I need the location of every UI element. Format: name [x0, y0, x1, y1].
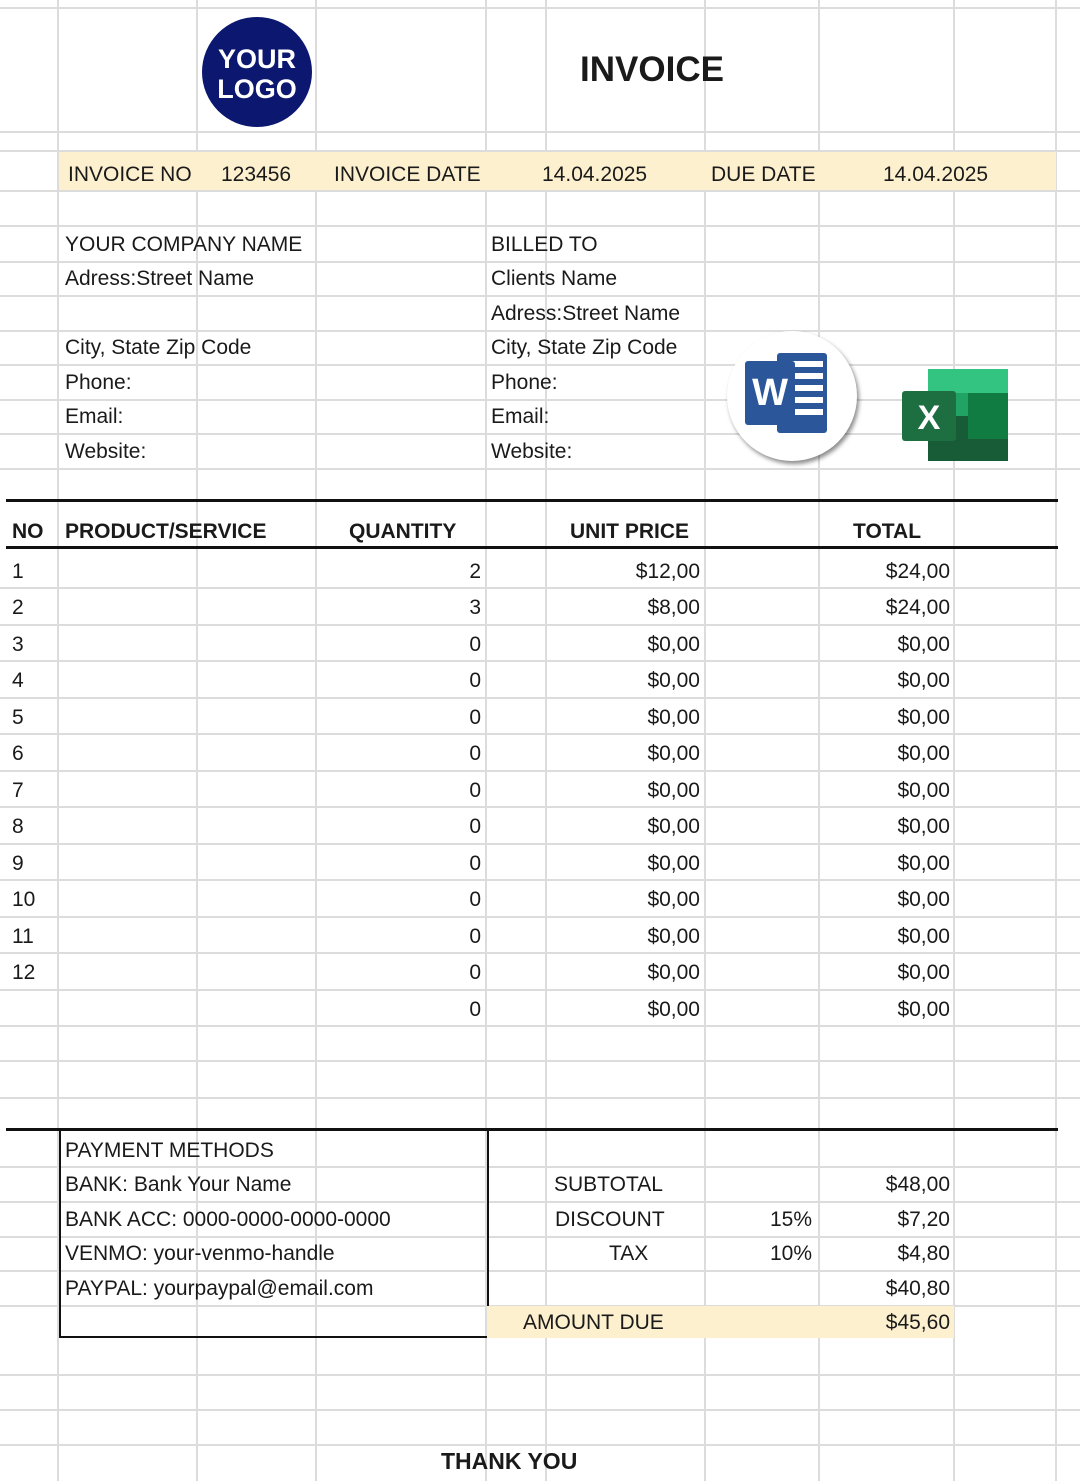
due-date: 14.04.2025: [883, 163, 989, 186]
thank-you: THANK YOU: [441, 1448, 578, 1474]
row-no: 1: [12, 560, 24, 583]
due-date-label: DUE DATE: [711, 163, 816, 186]
word-icon[interactable]: [727, 331, 857, 461]
row-no: 4: [12, 669, 24, 692]
payment-bank: BANK: Bank Your Name: [65, 1173, 292, 1196]
row-qty: 0: [469, 961, 481, 984]
client-name: Clients Name: [491, 267, 618, 290]
invoice-date: 14.04.2025: [542, 163, 648, 186]
row-no: 5: [12, 706, 24, 729]
row-price: $0,00: [647, 815, 700, 838]
row-price: $0,00: [647, 706, 700, 729]
row-price: $0,00: [647, 633, 700, 656]
excel-icon-letter: X: [917, 399, 941, 437]
row-qty: 0: [469, 888, 481, 911]
company-email: Email:: [65, 405, 124, 428]
table-header-rule: [6, 546, 1058, 549]
row-price: $0,00: [647, 669, 700, 692]
excel-icon[interactable]: [902, 369, 1010, 463]
row-no: 3: [12, 633, 24, 656]
row-qty: 0: [469, 998, 481, 1021]
row-total: $0,00: [897, 633, 950, 656]
payment-paypal: PAYPAL: yourpaypal@email.com: [65, 1277, 374, 1300]
row-total: $24,00: [885, 596, 950, 619]
invoice-no: 123456: [221, 163, 292, 186]
client-email: Email:: [491, 405, 550, 428]
row-total: $0,00: [897, 888, 950, 911]
row-no: 12: [12, 961, 36, 984]
row-qty: 0: [469, 925, 481, 948]
payment-heading: PAYMENT METHODS: [65, 1139, 274, 1162]
discount-percent: 15%: [769, 1208, 812, 1231]
row-qty: 2: [469, 560, 481, 583]
client-address: Adress:Street Name: [491, 302, 681, 325]
row-total: $24,00: [885, 560, 950, 583]
row-qty: 0: [469, 669, 481, 692]
row-qty: 0: [469, 706, 481, 729]
row-price: $0,00: [647, 998, 700, 1021]
tax-percent: 10%: [769, 1242, 812, 1265]
client-website: Website:: [491, 440, 573, 463]
row-price: $12,00: [635, 560, 700, 583]
col-total-header: TOTAL: [853, 520, 922, 543]
row-total: $0,00: [897, 925, 950, 948]
table-top-rule: [6, 499, 1058, 502]
row-total: $0,00: [897, 669, 950, 692]
invoice-title: INVOICE: [580, 50, 724, 89]
payment-bank-acc: BANK ACC: 0000-0000-0000-0000: [65, 1208, 391, 1231]
amount-due-label: AMOUNT DUE: [523, 1311, 664, 1334]
discount-label: DISCOUNT: [555, 1208, 665, 1231]
invoice-date-label: INVOICE DATE: [334, 163, 481, 186]
row-price: $0,00: [647, 779, 700, 802]
row-no: 11: [12, 925, 34, 948]
tax-value: $4,80: [897, 1242, 950, 1265]
payment-venmo: VENMO: your-venmo-handle: [65, 1242, 335, 1265]
client-phone: Phone:: [491, 371, 558, 394]
row-no: 10: [12, 888, 36, 911]
row-price: $8,00: [647, 596, 700, 619]
row-total: $0,00: [897, 961, 950, 984]
row-total: $0,00: [897, 779, 950, 802]
row-qty: 0: [469, 742, 481, 765]
row-qty: 0: [469, 852, 481, 875]
discount-value: $7,20: [897, 1208, 950, 1231]
subtotal-value: $48,00: [885, 1173, 950, 1196]
logo-line-2: LOGO: [217, 74, 297, 104]
invoice-no-label: INVOICE NO: [68, 163, 192, 186]
company-phone: Phone:: [65, 371, 132, 394]
row-total: $0,00: [897, 998, 950, 1021]
company-name: YOUR COMPANY NAME: [65, 233, 303, 256]
row-no: 9: [12, 852, 24, 875]
row-price: $0,00: [647, 852, 700, 875]
amount-due-value: $45,60: [885, 1311, 950, 1334]
row-price: $0,00: [647, 888, 700, 911]
row-total: $0,00: [897, 852, 950, 875]
company-website: Website:: [65, 440, 147, 463]
row-qty: 0: [469, 815, 481, 838]
company-city: City, State Zip Code: [65, 336, 252, 359]
row-qty: 0: [469, 633, 481, 656]
col-quantity-header: QUANTITY: [349, 520, 457, 543]
row-price: $0,00: [647, 925, 700, 948]
client-city: City, State Zip Code: [491, 336, 678, 359]
row-price: $0,00: [647, 961, 700, 984]
col-unit-price-header: UNIT PRICE: [570, 520, 690, 543]
row-no: 2: [12, 596, 24, 619]
row-no: 6: [12, 742, 24, 765]
row-total: $0,00: [897, 706, 950, 729]
col-product-header: PRODUCT/SERVICE: [65, 520, 267, 543]
company-address: Adress:Street Name: [65, 267, 255, 290]
row-no: 8: [12, 815, 24, 838]
word-icon-letter: W: [752, 372, 788, 414]
subtotal-label: SUBTOTAL: [554, 1173, 663, 1196]
billed-to-heading: BILLED TO: [491, 233, 598, 256]
row-total: $0,00: [897, 815, 950, 838]
tax-label: TAX: [609, 1242, 649, 1265]
col-no-header: NO: [12, 520, 44, 543]
row-qty: 0: [469, 779, 481, 802]
row-qty: 3: [469, 596, 481, 619]
logo: [202, 17, 312, 127]
row-no: 7: [12, 779, 24, 802]
row-total: $0,00: [897, 742, 950, 765]
logo-line-1: YOUR: [217, 44, 296, 74]
after-discount-value: $40,80: [885, 1277, 950, 1300]
row-price: $0,00: [647, 742, 700, 765]
